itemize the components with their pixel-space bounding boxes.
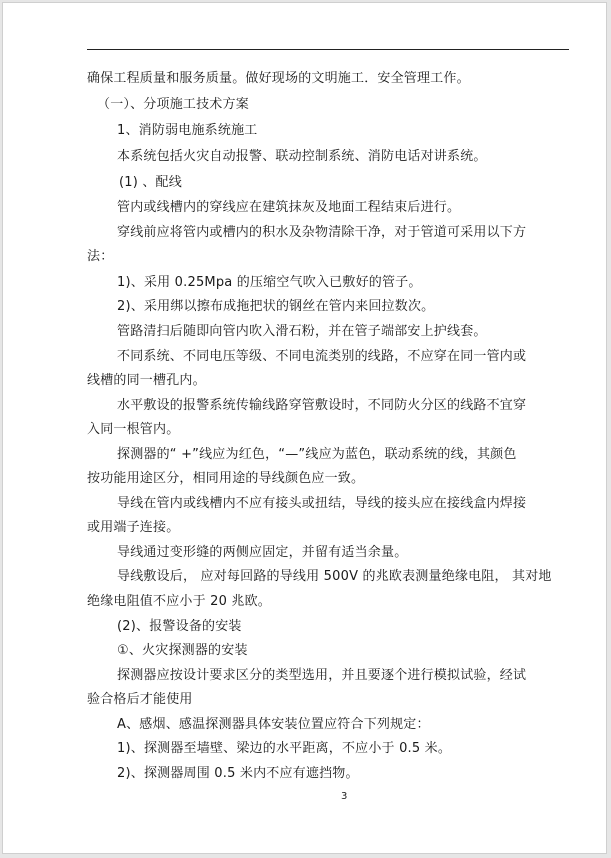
text-line: 1)、探测器至墙壁、梁边的水平距离，不应小于 0.5 米。 (117, 741, 452, 756)
page-number: 3 (341, 791, 348, 802)
header-rule (87, 49, 569, 50)
text-line: 探测器的“ +”线应为红色，“—”线应为蓝色，联动系统的线，其颜色 (117, 447, 517, 462)
text-line: 绝缘电阻值不应小于 20 兆欧。 (87, 594, 272, 609)
text-line: 本系统包括火灾自动报警、联动控制系统、消防电话对讲系统。 (117, 149, 487, 164)
text-line: 确保工程质量和服务质量。做好现场的文明施工．安全管理工作。 (87, 71, 470, 86)
text-line: 导线在管内或线槽内不应有接头或扭结，导线的接头应在接线盒内焊接 (117, 496, 527, 511)
item-heading: ①、火灾探测器的安装 (117, 643, 248, 658)
document-page (2, 2, 607, 854)
section-heading: （一）、分项施工技术方案 (97, 97, 249, 112)
subsection-heading: 1、消防弱电施系统施工 (117, 123, 258, 138)
text-line: 不同系统、不同电压等级、不同电流类别的线路，不应穿在同一管内或 (117, 349, 527, 364)
text-line: 探测器应按设计要求区分的类型选用，并且要逐个进行模拟试验，经试 (117, 668, 527, 683)
text-line: 2)、探测器周围 0.5 米内不应有遮挡物。 (117, 766, 359, 781)
text-line: 2)、采用绑以擦布成拖把状的钢丝在管内来回拉数次。 (117, 299, 435, 314)
item-heading: (1) 、配线 (119, 175, 182, 190)
text-line: 法： (87, 249, 114, 264)
text-line: 导线通过变形缝的两侧应固定，并留有适当余量。 (117, 545, 408, 560)
text-line: 导线敷设后， 应对每回路的导线用 500V 的兆欧表测量绝缘电阻， 其对地 (117, 569, 552, 584)
text-line: 线槽的同一槽孔内。 (87, 373, 206, 388)
text-line: 管内或线槽内的穿线应在建筑抹灰及地面工程结束后进行。 (117, 200, 461, 215)
text-line: 验合格后才能使用 (87, 692, 193, 707)
text-line: 或用端子连接。 (87, 520, 180, 535)
text-line: 管路清扫后随即向管内吹入滑石粉，并在管子端部安上护线套。 (117, 324, 487, 339)
item-heading: (2)、报警设备的安装 (117, 619, 242, 634)
text-line: 穿线前应将管内或槽内的积水及杂物清除干净，对于管道可采用以下方 (117, 225, 527, 240)
text-line: 水平敷设的报警系统传输线路穿管敷设时，不同防火分区的线路不宜穿 (117, 398, 527, 413)
text-line: 入同一根管内。 (87, 422, 180, 437)
text-line: 按功能用途区分，相同用途的导线颜色应一致。 (87, 471, 365, 486)
text-line: A、感烟、感温探测器具体安装位置应符合下列规定： (117, 717, 430, 732)
text-line: 1)、采用 0.25Mpa 的压缩空气吹入已敷好的管子。 (117, 275, 422, 290)
